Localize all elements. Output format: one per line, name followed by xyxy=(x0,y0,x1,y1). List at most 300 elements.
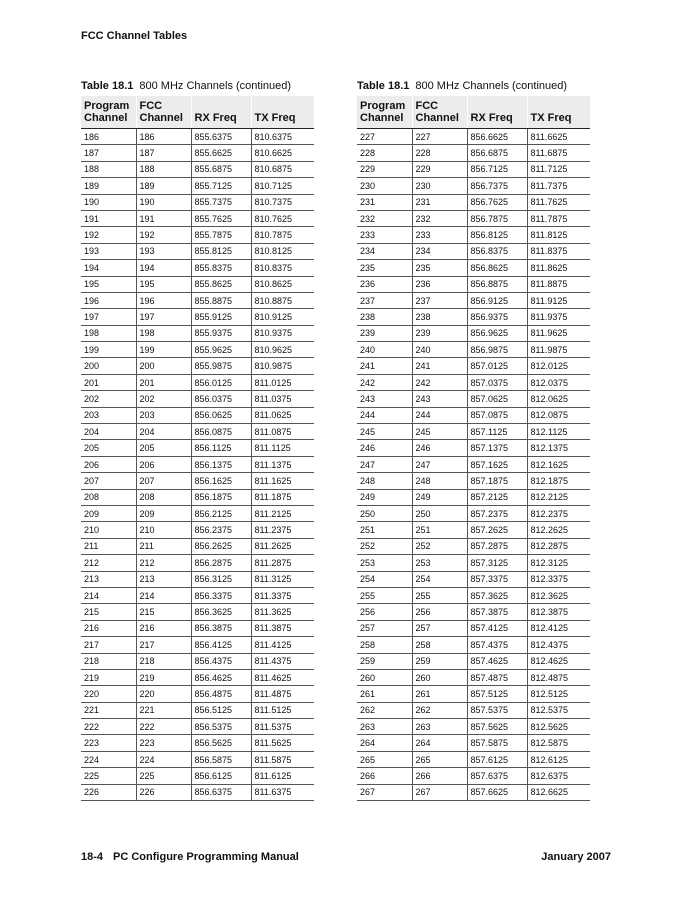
tx-freq-cell: 812.5625 xyxy=(527,719,590,735)
program-channel-cell: 203 xyxy=(81,407,136,423)
table-row xyxy=(81,522,314,538)
tx-freq-cell: 812.4875 xyxy=(527,669,590,685)
tx-freq-cell: 811.5625 xyxy=(251,735,314,751)
fcc-channel-cell: 205 xyxy=(136,440,191,456)
program-channel-cell: 248 xyxy=(357,473,412,489)
program-channel-cell: 226 xyxy=(81,784,136,800)
tx-freq-cell: 812.6625 xyxy=(527,784,590,800)
fcc-channel-cell: 198 xyxy=(136,325,191,341)
table-row xyxy=(357,292,590,308)
rx-freq-cell: 855.8875 xyxy=(191,292,251,308)
tx-freq-cell: 812.0125 xyxy=(527,358,590,374)
fcc-channel-cell: 257 xyxy=(412,620,467,636)
fcc-channel-cell: 255 xyxy=(412,587,467,603)
program-channel-cell: 246 xyxy=(357,440,412,456)
program-channel-cell: 258 xyxy=(357,637,412,653)
table-row xyxy=(81,538,314,554)
fcc-channel-cell: 248 xyxy=(412,473,467,489)
table-caption-label: Table 18.1 xyxy=(81,80,134,92)
tx-freq-cell: 811.3625 xyxy=(251,604,314,620)
channel-table xyxy=(357,96,590,801)
col-header-fcc-channel xyxy=(136,96,191,129)
col-header-line2: Channel xyxy=(84,112,128,124)
tx-freq-cell: 812.2375 xyxy=(527,505,590,521)
rx-freq-cell: 856.5875 xyxy=(191,751,251,767)
tx-freq-cell: 812.2625 xyxy=(527,522,590,538)
table-row xyxy=(357,522,590,538)
fcc-channel-cell: 231 xyxy=(412,194,467,210)
table-row xyxy=(357,358,590,374)
rx-freq-cell: 857.6375 xyxy=(467,768,527,784)
rx-freq-cell: 857.0125 xyxy=(467,358,527,374)
fcc-channel-cell: 202 xyxy=(136,391,191,407)
tx-freq-cell: 811.8375 xyxy=(527,243,590,259)
table-row xyxy=(81,587,314,603)
table-row xyxy=(357,669,590,685)
program-channel-cell: 225 xyxy=(81,768,136,784)
table-row xyxy=(81,210,314,226)
fcc-channel-cell: 222 xyxy=(136,719,191,735)
fcc-channel-cell: 262 xyxy=(412,702,467,718)
fcc-channel-cell: 258 xyxy=(412,637,467,653)
tx-freq-cell: 812.3625 xyxy=(527,587,590,603)
program-channel-cell: 193 xyxy=(81,243,136,259)
table-row xyxy=(357,702,590,718)
rx-freq-cell: 855.9625 xyxy=(191,342,251,358)
program-channel-cell: 263 xyxy=(357,719,412,735)
table-row xyxy=(357,473,590,489)
program-channel-cell: 201 xyxy=(81,374,136,390)
rx-freq-cell: 856.9875 xyxy=(467,342,527,358)
table-row xyxy=(357,129,590,145)
table-row xyxy=(81,456,314,472)
table-body xyxy=(81,129,314,801)
tx-freq-cell: 811.7125 xyxy=(527,161,590,177)
fcc-channel-cell: 206 xyxy=(136,456,191,472)
fcc-channel-cell: 264 xyxy=(412,735,467,751)
tx-freq-cell: 811.4625 xyxy=(251,669,314,685)
rx-freq-cell: 857.2875 xyxy=(467,538,527,554)
fcc-channel-cell: 224 xyxy=(136,751,191,767)
table-row xyxy=(357,243,590,259)
tx-freq-cell: 811.4125 xyxy=(251,637,314,653)
tx-freq-cell: 811.4375 xyxy=(251,653,314,669)
table-caption-text: 800 MHz Channels (continued) xyxy=(139,80,292,92)
rx-freq-cell: 857.5375 xyxy=(467,702,527,718)
fcc-channel-cell: 216 xyxy=(136,620,191,636)
program-channel-cell: 205 xyxy=(81,440,136,456)
table-row xyxy=(357,505,590,521)
manual-title: PC Configure Programming Manual xyxy=(113,851,299,863)
fcc-channel-cell: 261 xyxy=(412,686,467,702)
rx-freq-cell: 855.6875 xyxy=(191,161,251,177)
rx-freq-cell: 856.9375 xyxy=(467,309,527,325)
program-channel-cell: 192 xyxy=(81,227,136,243)
table-row xyxy=(357,440,590,456)
table-row xyxy=(81,473,314,489)
fcc-channel-cell: 244 xyxy=(412,407,467,423)
program-channel-cell: 198 xyxy=(81,325,136,341)
program-channel-cell: 243 xyxy=(357,391,412,407)
program-channel-cell: 187 xyxy=(81,145,136,161)
tx-freq-cell: 810.8125 xyxy=(251,243,314,259)
program-channel-cell: 223 xyxy=(81,735,136,751)
tx-freq-cell: 811.9875 xyxy=(527,342,590,358)
rx-freq-cell: 856.9125 xyxy=(467,292,527,308)
program-channel-cell: 197 xyxy=(81,309,136,325)
fcc-channel-cell: 250 xyxy=(412,505,467,521)
tx-freq-cell: 811.5125 xyxy=(251,702,314,718)
tx-freq-cell: 812.6375 xyxy=(527,768,590,784)
rx-freq-cell: 857.5625 xyxy=(467,719,527,735)
program-channel-cell: 186 xyxy=(81,129,136,145)
fcc-channel-cell: 213 xyxy=(136,571,191,587)
fcc-channel-cell: 252 xyxy=(412,538,467,554)
fcc-channel-cell: 191 xyxy=(136,210,191,226)
fcc-channel-cell: 233 xyxy=(412,227,467,243)
tx-freq-cell: 812.0875 xyxy=(527,407,590,423)
fcc-channel-cell: 265 xyxy=(412,751,467,767)
program-channel-cell: 249 xyxy=(357,489,412,505)
tx-freq-cell: 811.3875 xyxy=(251,620,314,636)
tx-freq-cell: 811.2875 xyxy=(251,555,314,571)
rx-freq-cell: 856.3375 xyxy=(191,587,251,603)
tx-freq-cell: 810.6875 xyxy=(251,161,314,177)
rx-freq-cell: 855.7375 xyxy=(191,194,251,210)
table-row xyxy=(357,424,590,440)
tx-freq-cell: 812.5125 xyxy=(527,686,590,702)
fcc-channel-cell: 228 xyxy=(412,145,467,161)
fcc-channel-cell: 251 xyxy=(412,522,467,538)
rx-freq-cell: 856.6375 xyxy=(191,784,251,800)
rx-freq-cell: 856.2375 xyxy=(191,522,251,538)
program-channel-cell: 236 xyxy=(357,276,412,292)
rx-freq-cell: 856.0875 xyxy=(191,424,251,440)
rx-freq-cell: 857.5875 xyxy=(467,735,527,751)
fcc-channel-cell: 192 xyxy=(136,227,191,243)
table-row xyxy=(357,260,590,276)
table-row xyxy=(81,227,314,243)
tx-freq-cell: 811.2375 xyxy=(251,522,314,538)
rx-freq-cell: 855.7125 xyxy=(191,178,251,194)
program-channel-cell: 216 xyxy=(81,620,136,636)
tx-freq-cell: 811.6125 xyxy=(251,768,314,784)
table-right xyxy=(357,79,590,801)
rx-freq-cell: 856.6125 xyxy=(191,768,251,784)
program-channel-cell: 244 xyxy=(357,407,412,423)
table-row xyxy=(357,653,590,669)
table-row xyxy=(357,325,590,341)
fcc-channel-cell: 186 xyxy=(136,129,191,145)
fcc-channel-cell: 247 xyxy=(412,456,467,472)
table-row xyxy=(81,440,314,456)
fcc-channel-cell: 240 xyxy=(412,342,467,358)
rx-freq-cell: 855.8125 xyxy=(191,243,251,259)
program-channel-cell: 209 xyxy=(81,505,136,521)
table-row xyxy=(81,505,314,521)
program-channel-cell: 202 xyxy=(81,391,136,407)
col-header-line2: TX Freq xyxy=(254,112,296,124)
rx-freq-cell: 856.0375 xyxy=(191,391,251,407)
rx-freq-cell: 857.3375 xyxy=(467,571,527,587)
table-row xyxy=(357,686,590,702)
col-header-line1: Program xyxy=(84,100,130,112)
table-row xyxy=(357,751,590,767)
table-row xyxy=(357,210,590,226)
fcc-channel-cell: 218 xyxy=(136,653,191,669)
program-channel-cell: 194 xyxy=(81,260,136,276)
table-row xyxy=(357,784,590,800)
program-channel-cell: 245 xyxy=(357,424,412,440)
col-header-rx-freq xyxy=(467,96,527,129)
rx-freq-cell: 856.9625 xyxy=(467,325,527,341)
page-number: 18-4 xyxy=(81,851,104,863)
tx-freq-cell: 812.0375 xyxy=(527,374,590,390)
program-channel-cell: 237 xyxy=(357,292,412,308)
fcc-channel-cell: 193 xyxy=(136,243,191,259)
fcc-channel-cell: 221 xyxy=(136,702,191,718)
tx-freq-cell: 811.6375 xyxy=(251,784,314,800)
rx-freq-cell: 855.7875 xyxy=(191,227,251,243)
program-channel-cell: 235 xyxy=(357,260,412,276)
fcc-channel-cell: 209 xyxy=(136,505,191,521)
rx-freq-cell: 856.7875 xyxy=(467,210,527,226)
table-row xyxy=(81,374,314,390)
fcc-channel-cell: 238 xyxy=(412,309,467,325)
program-channel-cell: 252 xyxy=(357,538,412,554)
table-row xyxy=(357,178,590,194)
table-row xyxy=(357,587,590,603)
table-row xyxy=(357,620,590,636)
program-channel-cell: 241 xyxy=(357,358,412,374)
fcc-channel-cell: 199 xyxy=(136,342,191,358)
rx-freq-cell: 857.4625 xyxy=(467,653,527,669)
tx-freq-cell: 811.2125 xyxy=(251,505,314,521)
fcc-channel-cell: 226 xyxy=(136,784,191,800)
tx-freq-cell: 811.5875 xyxy=(251,751,314,767)
rx-freq-cell: 856.8625 xyxy=(467,260,527,276)
fcc-channel-cell: 197 xyxy=(136,309,191,325)
col-header-line1: FCC xyxy=(415,100,439,112)
channel-table xyxy=(81,96,314,801)
table-row xyxy=(357,407,590,423)
program-channel-cell: 254 xyxy=(357,571,412,587)
fcc-channel-cell: 220 xyxy=(136,686,191,702)
program-channel-cell: 262 xyxy=(357,702,412,718)
fcc-channel-cell: 215 xyxy=(136,604,191,620)
table-row xyxy=(81,768,314,784)
rx-freq-cell: 855.7625 xyxy=(191,210,251,226)
table-row xyxy=(81,555,314,571)
table-row xyxy=(81,276,314,292)
rx-freq-cell: 856.7375 xyxy=(467,178,527,194)
fcc-channel-cell: 241 xyxy=(412,358,467,374)
fcc-channel-cell: 253 xyxy=(412,555,467,571)
table-row xyxy=(81,604,314,620)
rx-freq-cell: 856.1625 xyxy=(191,473,251,489)
tx-freq-cell: 811.8875 xyxy=(527,276,590,292)
fcc-channel-cell: 245 xyxy=(412,424,467,440)
table-row xyxy=(357,391,590,407)
rx-freq-cell: 855.9125 xyxy=(191,309,251,325)
table-row xyxy=(81,637,314,653)
tx-freq-cell: 810.7375 xyxy=(251,194,314,210)
program-channel-cell: 199 xyxy=(81,342,136,358)
col-header-line2: Channel xyxy=(139,112,183,124)
table-row xyxy=(81,719,314,735)
rx-freq-cell: 857.1375 xyxy=(467,440,527,456)
table-row xyxy=(357,538,590,554)
rx-freq-cell: 856.4625 xyxy=(191,669,251,685)
program-channel-cell: 257 xyxy=(357,620,412,636)
tx-freq-cell: 812.2875 xyxy=(527,538,590,554)
table-row xyxy=(357,342,590,358)
table-row xyxy=(357,227,590,243)
rx-freq-cell: 857.6625 xyxy=(467,784,527,800)
fcc-channel-cell: 223 xyxy=(136,735,191,751)
rx-freq-cell: 856.3125 xyxy=(191,571,251,587)
fcc-channel-cell: 229 xyxy=(412,161,467,177)
tx-freq-cell: 810.8875 xyxy=(251,292,314,308)
tx-freq-cell: 812.6125 xyxy=(527,751,590,767)
rx-freq-cell: 857.2625 xyxy=(467,522,527,538)
program-channel-cell: 196 xyxy=(81,292,136,308)
program-channel-cell: 256 xyxy=(357,604,412,620)
fcc-channel-cell: 208 xyxy=(136,489,191,505)
tx-freq-cell: 812.2125 xyxy=(527,489,590,505)
table-row xyxy=(81,145,314,161)
tx-freq-cell: 811.1625 xyxy=(251,473,314,489)
program-channel-cell: 213 xyxy=(81,571,136,587)
fcc-channel-cell: 239 xyxy=(412,325,467,341)
rx-freq-cell: 857.3125 xyxy=(467,555,527,571)
program-channel-cell: 190 xyxy=(81,194,136,210)
fcc-channel-cell: 200 xyxy=(136,358,191,374)
table-row xyxy=(81,309,314,325)
rx-freq-cell: 856.1375 xyxy=(191,456,251,472)
table-row xyxy=(81,243,314,259)
rx-freq-cell: 856.8875 xyxy=(467,276,527,292)
fcc-channel-cell: 235 xyxy=(412,260,467,276)
tx-freq-cell: 811.1125 xyxy=(251,440,314,456)
fcc-channel-cell: 254 xyxy=(412,571,467,587)
table-row xyxy=(81,751,314,767)
program-channel-cell: 253 xyxy=(357,555,412,571)
tx-freq-cell: 810.9375 xyxy=(251,325,314,341)
table-row xyxy=(81,620,314,636)
rx-freq-cell: 856.0125 xyxy=(191,374,251,390)
table-caption xyxy=(81,79,314,94)
program-channel-cell: 220 xyxy=(81,686,136,702)
table-row xyxy=(81,325,314,341)
table-caption-label: Table 18.1 xyxy=(357,80,410,92)
table-row xyxy=(357,489,590,505)
tx-freq-cell: 812.3875 xyxy=(527,604,590,620)
fcc-channel-cell: 246 xyxy=(412,440,467,456)
program-channel-cell: 247 xyxy=(357,456,412,472)
program-channel-cell: 240 xyxy=(357,342,412,358)
fcc-channel-cell: 214 xyxy=(136,587,191,603)
fcc-channel-cell: 243 xyxy=(412,391,467,407)
fcc-channel-cell: 236 xyxy=(412,276,467,292)
rx-freq-cell: 857.1125 xyxy=(467,424,527,440)
tx-freq-cell: 811.7375 xyxy=(527,178,590,194)
tx-freq-cell: 812.1125 xyxy=(527,424,590,440)
tx-freq-cell: 812.4625 xyxy=(527,653,590,669)
rx-freq-cell: 857.6125 xyxy=(467,751,527,767)
table-row xyxy=(81,260,314,276)
program-channel-cell: 204 xyxy=(81,424,136,440)
rx-freq-cell: 856.7625 xyxy=(467,194,527,210)
rx-freq-cell: 856.4875 xyxy=(191,686,251,702)
rx-freq-cell: 857.0375 xyxy=(467,374,527,390)
fcc-channel-cell: 201 xyxy=(136,374,191,390)
tx-freq-cell: 811.7625 xyxy=(527,194,590,210)
fcc-channel-cell: 225 xyxy=(136,768,191,784)
col-header-tx-freq xyxy=(251,96,314,129)
table-header-row xyxy=(357,96,590,129)
program-channel-cell: 188 xyxy=(81,161,136,177)
fcc-channel-cell: 207 xyxy=(136,473,191,489)
program-channel-cell: 195 xyxy=(81,276,136,292)
program-channel-cell: 259 xyxy=(357,653,412,669)
fcc-channel-cell: 188 xyxy=(136,161,191,177)
tx-freq-cell: 812.0625 xyxy=(527,391,590,407)
tx-freq-cell: 812.1875 xyxy=(527,473,590,489)
table-row xyxy=(81,358,314,374)
program-channel-cell: 239 xyxy=(357,325,412,341)
col-header-line1: FCC xyxy=(139,100,163,112)
program-channel-cell: 234 xyxy=(357,243,412,259)
table-row xyxy=(81,702,314,718)
program-channel-cell: 219 xyxy=(81,669,136,685)
fcc-channel-cell: 219 xyxy=(136,669,191,685)
col-header-fcc-channel xyxy=(412,96,467,129)
rx-freq-cell: 857.0875 xyxy=(467,407,527,423)
rx-freq-cell: 856.4125 xyxy=(191,637,251,653)
fcc-channel-cell: 189 xyxy=(136,178,191,194)
program-channel-cell: 222 xyxy=(81,719,136,735)
program-channel-cell: 221 xyxy=(81,702,136,718)
fcc-channel-cell: 194 xyxy=(136,260,191,276)
fcc-channel-cell: 211 xyxy=(136,538,191,554)
tx-freq-cell: 811.3375 xyxy=(251,587,314,603)
table-row xyxy=(357,735,590,751)
program-channel-cell: 227 xyxy=(357,129,412,145)
rx-freq-cell: 855.9875 xyxy=(191,358,251,374)
program-channel-cell: 230 xyxy=(357,178,412,194)
tx-freq-cell: 810.7625 xyxy=(251,210,314,226)
tx-freq-cell: 811.0375 xyxy=(251,391,314,407)
fcc-channel-cell: 242 xyxy=(412,374,467,390)
rx-freq-cell: 856.2875 xyxy=(191,555,251,571)
rx-freq-cell: 856.6875 xyxy=(467,145,527,161)
program-channel-cell: 231 xyxy=(357,194,412,210)
table-left xyxy=(81,79,314,801)
table-caption xyxy=(357,79,590,94)
rx-freq-cell: 857.2125 xyxy=(467,489,527,505)
table-row xyxy=(81,669,314,685)
rx-freq-cell: 857.1875 xyxy=(467,473,527,489)
tx-freq-cell: 811.8625 xyxy=(527,260,590,276)
rx-freq-cell: 855.9375 xyxy=(191,325,251,341)
program-channel-cell: 266 xyxy=(357,768,412,784)
table-row xyxy=(81,407,314,423)
program-channel-cell: 212 xyxy=(81,555,136,571)
table-row xyxy=(357,161,590,177)
program-channel-cell: 265 xyxy=(357,751,412,767)
tx-freq-cell: 812.1625 xyxy=(527,456,590,472)
